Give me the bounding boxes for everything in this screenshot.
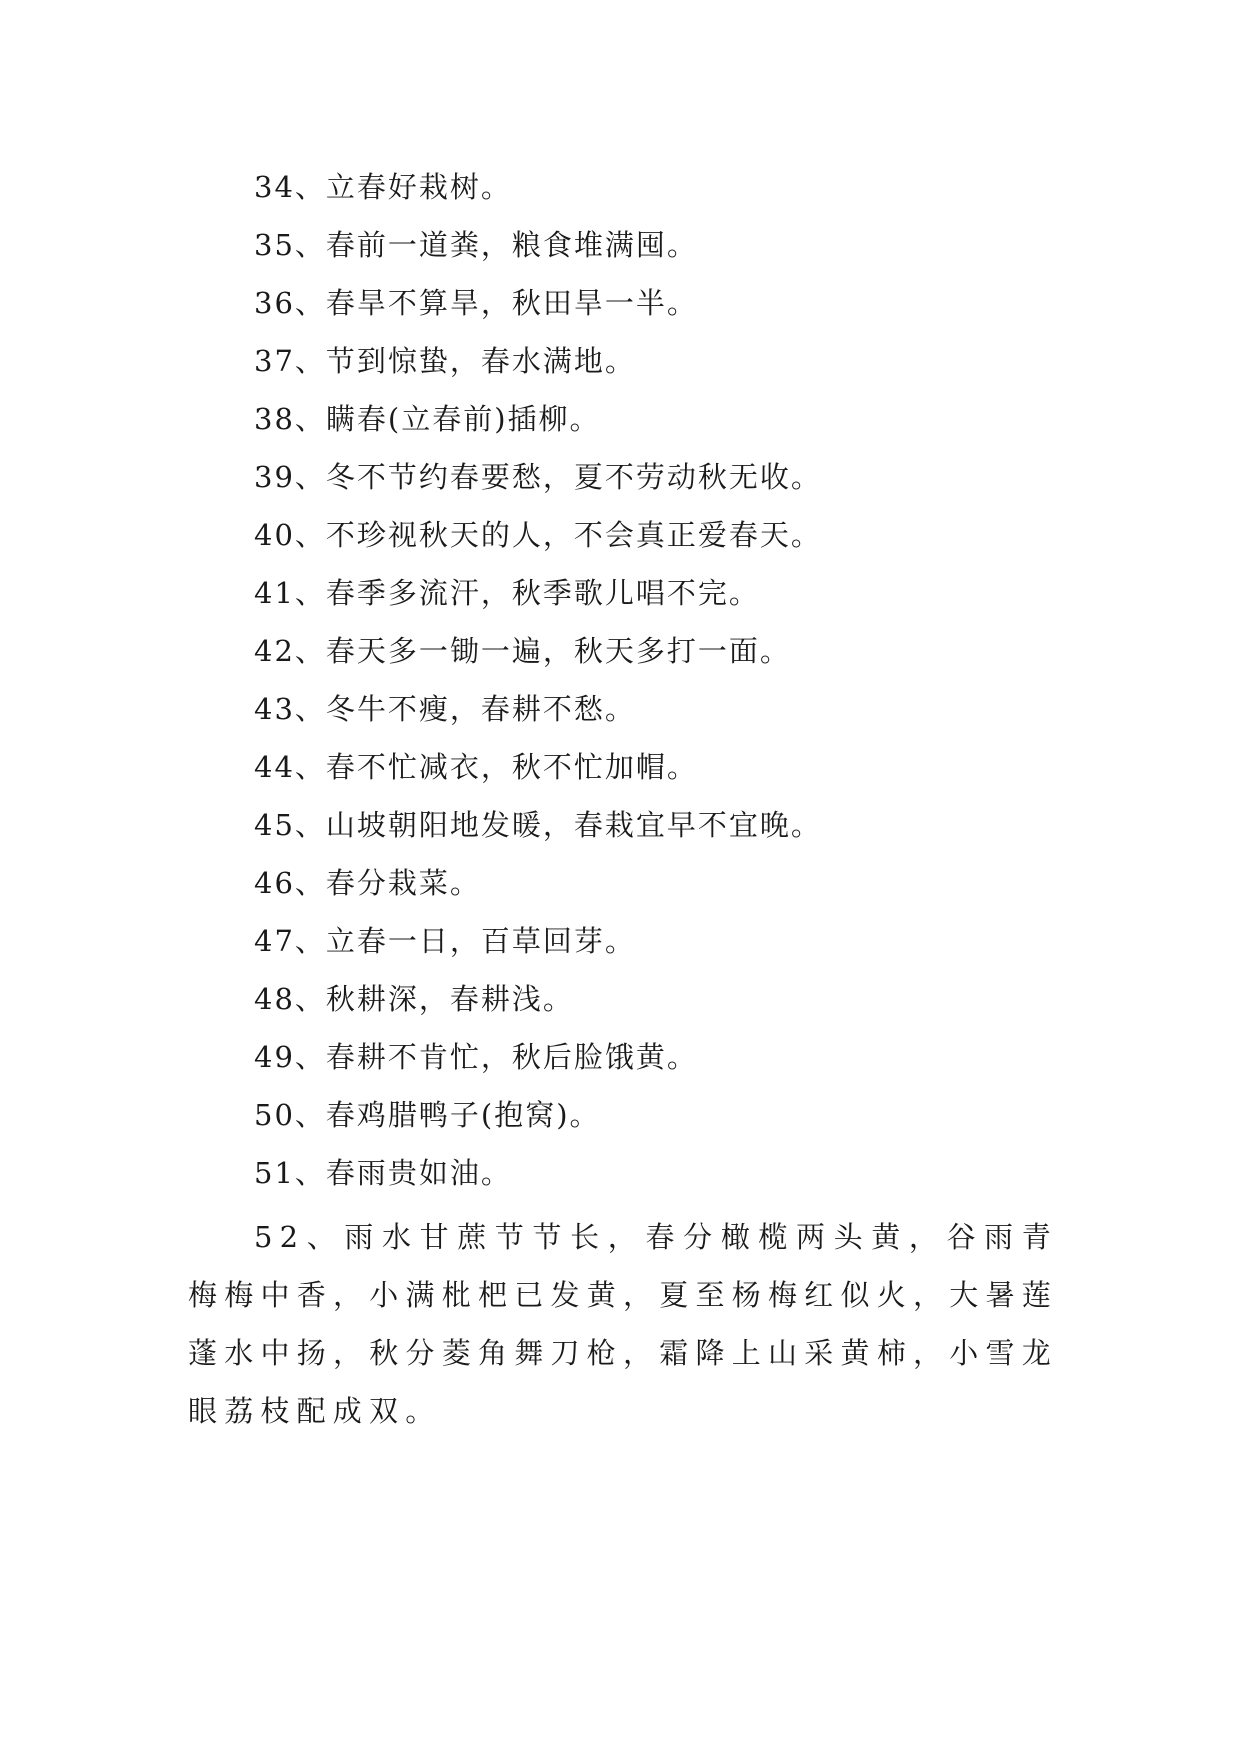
proverb-line-36: 36、春旱不算旱，秋田旱一半。 <box>254 286 698 320</box>
proverb-line-41: 41、春季多流汗，秋季歌儿唱不完。 <box>254 576 760 610</box>
proverb-line-43: 43、冬牛不瘦，春耕不愁。 <box>254 692 636 726</box>
proverb-list <box>188 163 1058 1440</box>
proverb-line-51: 51、春雨贵如油。 <box>254 1156 512 1190</box>
proverb-paragraph-52: 52、雨水甘蔗节节长，春分橄榄两头黄，谷雨青梅梅中香，小满枇杷已发黄，夏至杨梅红似火，大暑莲蓬水中扬，秋分菱角舞刀枪，霜降上山采黄柿，小雪龙眼荔枝配成双。 <box>188 1220 1058 1428</box>
proverb-line-47: 47、立春一日，百草回芽。 <box>254 924 636 958</box>
proverb-line-37: 37、节到惊蛰，春水满地。 <box>254 344 636 378</box>
proverb-line-34: 34、立春好栽树。 <box>254 170 512 204</box>
proverb-line-42: 42、春天多一锄一遍，秋天多打一面。 <box>254 634 791 668</box>
proverb-line-35: 35、春前一道粪，粮食堆满囤。 <box>254 228 698 262</box>
proverb-line-46: 46、春分栽菜。 <box>254 866 481 900</box>
proverb-line-50: 50、春鸡腊鸭子(抱窝)。 <box>254 1098 601 1132</box>
proverb-line-45: 45、山坡朝阳地发暖，春栽宜早不宜晚。 <box>254 808 822 842</box>
proverb-line-49: 49、春耕不肯忙，秋后脸饿黄。 <box>254 1040 698 1074</box>
proverb-line-40: 40、不珍视秋天的人，不会真正爱春天。 <box>254 518 822 552</box>
proverb-line-48: 48、秋耕深，春耕浅。 <box>254 982 574 1016</box>
proverb-line-39: 39、冬不节约春要愁，夏不劳动秋无收。 <box>254 460 822 494</box>
proverb-line-38: 38、瞒春(立春前)插柳。 <box>254 402 601 436</box>
proverb-line-44: 44、春不忙减衣，秋不忙加帽。 <box>254 750 698 784</box>
